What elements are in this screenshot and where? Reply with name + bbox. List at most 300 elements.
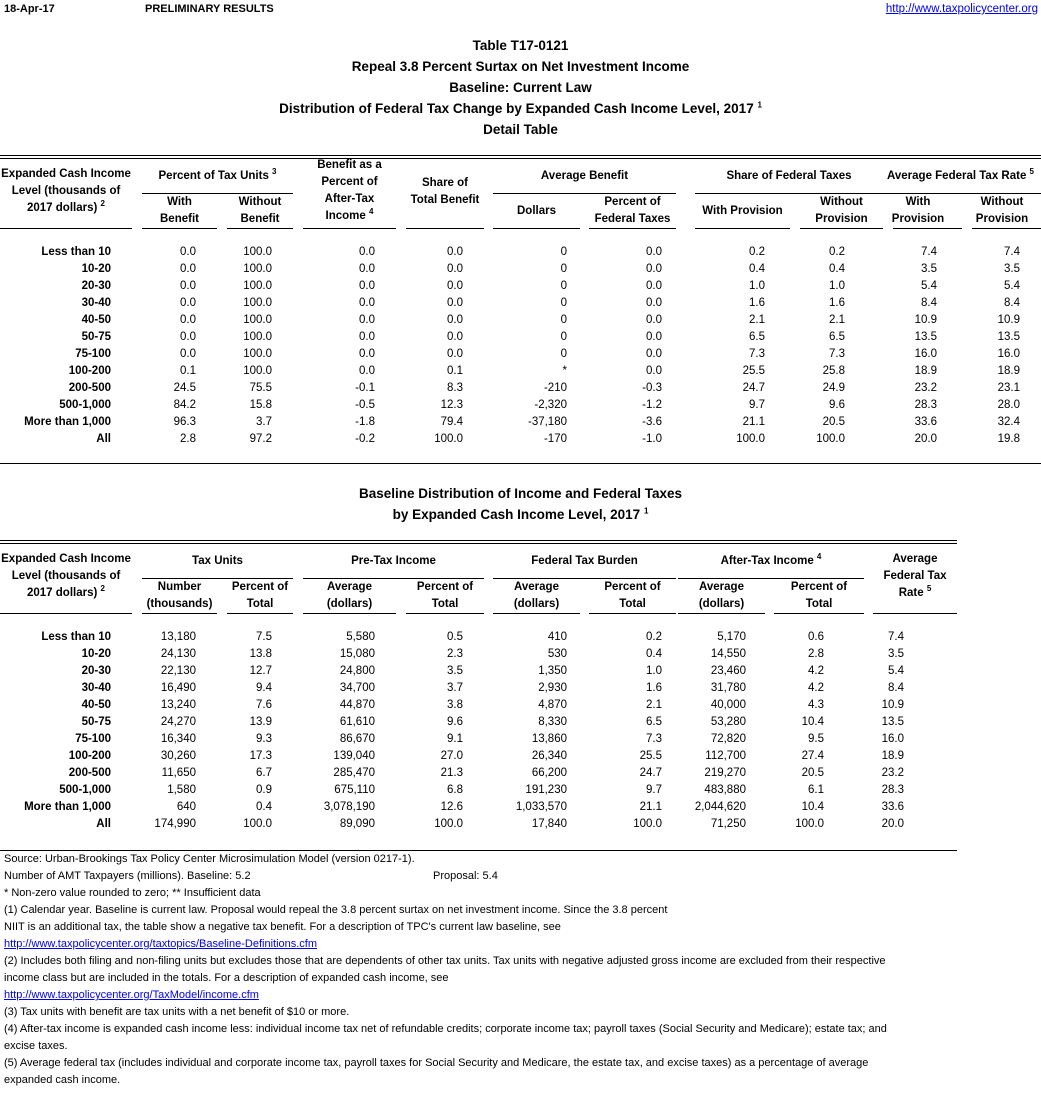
symbols-note: * Non-zero value rounded to zero; ** Insufficient data xyxy=(4,887,261,899)
avg-rate-cell: 3.5 xyxy=(888,648,904,660)
tax-units-number-cell: 13,180 xyxy=(160,631,196,643)
share-total-benefit-cell: 0.1 xyxy=(447,365,463,377)
tax-units-number-cell: 22,130 xyxy=(160,665,196,677)
share-without-provision-cell: 100.0 xyxy=(816,433,845,445)
footnote-3: (3) Tax units with benefit are tax units with a net benefit of $10 or more. xyxy=(4,1006,350,1018)
rate-without-provision-cell: 19.8 xyxy=(997,433,1020,445)
aftertax-pct-cell: 4.2 xyxy=(808,682,824,694)
table-row xyxy=(0,665,1041,682)
without-benefit-cell: 100.0 xyxy=(243,263,272,275)
col-aftertax-pct-header: Percent of Total xyxy=(790,581,848,610)
benefit-pct-ati-cell: 0.0 xyxy=(359,246,375,258)
avg-rate-cell: 10.9 xyxy=(881,699,904,711)
table-row xyxy=(0,382,1041,399)
table-row xyxy=(0,648,1041,665)
tax-units-pct-cell: 12.7 xyxy=(249,665,272,677)
without-benefit-cell: 100.0 xyxy=(243,297,272,309)
share-total-benefit-cell: 0.0 xyxy=(447,314,463,326)
rate-with-provision-cell: 18.9 xyxy=(914,365,937,377)
title-line-4 xyxy=(0,101,1041,116)
share-without-provision-cell: 20.5 xyxy=(822,416,845,428)
header-text: Level (thousands of xyxy=(11,185,121,197)
avg-dollars-cell: -170 xyxy=(543,433,567,445)
report-date: 18-Apr-17 xyxy=(4,3,55,15)
income-level-cell: 100-200 xyxy=(68,750,111,762)
col-units-pct-header: Percent of Total xyxy=(231,581,289,610)
income-level-cell: 500-1,000 xyxy=(59,399,111,411)
pretax-pct-cell: 3.5 xyxy=(447,665,463,677)
col-rule xyxy=(695,228,790,229)
col-aftertax-avg-header: Average (dollars) xyxy=(698,581,745,610)
aftertax-avg-cell: 23,460 xyxy=(710,665,746,677)
avg-rate-cell: 18.9 xyxy=(881,750,904,762)
benefit-pct-ati-cell: -1.8 xyxy=(355,416,375,428)
status-label: PRELIMINARY RESULTS xyxy=(145,3,274,15)
without-benefit-cell: 3.7 xyxy=(256,416,272,428)
burden-pct-cell: 100.0 xyxy=(633,818,662,830)
income-level-cell: 500-1,000 xyxy=(59,784,111,796)
aftertax-avg-cell: 40,000 xyxy=(710,699,746,711)
share-total-benefit-cell: 0.0 xyxy=(447,297,463,309)
tax-units-pct-cell: 7.6 xyxy=(256,699,272,711)
col-rule xyxy=(303,228,396,229)
col-with-benefit-header: With Benefit xyxy=(160,196,199,225)
col-rule xyxy=(493,228,580,229)
share-without-provision-cell: 25.8 xyxy=(822,365,845,377)
footnote-2: (2) Includes both filing and non-filing units but excludes those that are dependents of other tax units. Tax units with negative adjusted gross income are excluded from their respective xyxy=(4,955,886,967)
share-without-provision-cell: 0.4 xyxy=(829,263,845,275)
avg-dollars-cell: 0 xyxy=(560,263,567,275)
col-rule xyxy=(972,228,1041,229)
rate-with-provision-cell: 8.4 xyxy=(921,297,937,309)
without-benefit-cell: 100.0 xyxy=(243,246,272,258)
aftertax-pct-cell: 6.1 xyxy=(808,784,824,796)
income-level-cell: 50-75 xyxy=(81,331,111,343)
avg-rate-cell: 23.2 xyxy=(881,767,904,779)
table2-title-line-1: Baseline Distribution of Income and Federal Taxes xyxy=(358,486,683,501)
aftertax-pct-cell: 0.6 xyxy=(808,631,824,643)
share-total-benefit-cell: 0.0 xyxy=(447,331,463,343)
avg-dollars-cell: 0 xyxy=(560,297,567,309)
table-row xyxy=(0,314,1041,331)
income-level-cell: 30-40 xyxy=(81,297,111,309)
pretax-avg-cell: 34,700 xyxy=(339,682,375,694)
aftertax-avg-cell: 72,820 xyxy=(710,733,746,745)
rate-without-provision-cell: 28.0 xyxy=(997,399,1020,411)
aftertax-pct-cell: 9.5 xyxy=(808,733,824,745)
avg-pct-fed-cell: -1.0 xyxy=(642,433,662,445)
burden-avg-cell: 1,350 xyxy=(538,665,567,677)
tax-units-pct-cell: 7.5 xyxy=(256,631,272,643)
title-line-4-text: Distribution of Federal Tax Change by Expanded Cash Income Level, 2017 xyxy=(279,101,754,116)
col-rule xyxy=(589,228,676,229)
col-rule xyxy=(774,613,864,614)
avg-pct-fed-cell: 0.0 xyxy=(646,314,662,326)
tax-units-pct-cell: 13.9 xyxy=(249,716,272,728)
aftertax-pct-cell: 4.2 xyxy=(808,665,824,677)
with-benefit-cell: 0.0 xyxy=(180,297,196,309)
share-with-provision-cell: 6.5 xyxy=(749,331,765,343)
burden-avg-cell: 191,230 xyxy=(525,784,567,796)
footnote-2-cont: income class but are included in the totals. For a description of expanded cash income, see xyxy=(4,972,449,984)
without-benefit-cell: 100.0 xyxy=(243,314,272,326)
col-income-level-header: Expanded Cash Income Level (thousands of 2017 dollars) $^2$ xyxy=(1,553,131,599)
burden-avg-cell: 4,870 xyxy=(538,699,567,711)
avg-pct-fed-cell: 0.0 xyxy=(646,348,662,360)
with-benefit-cell: 0.0 xyxy=(180,246,196,258)
table-row xyxy=(0,348,1041,365)
with-benefit-cell: 0.0 xyxy=(180,314,196,326)
header-link[interactable]: http://www.taxpolicycenter.org xyxy=(885,3,1038,15)
share-without-provision-cell: 1.6 xyxy=(829,297,845,309)
avg-rate-cell: 7.4 xyxy=(888,631,904,643)
rate-without-provision-cell: 32.4 xyxy=(997,416,1020,428)
aftertax-avg-cell: 219,270 xyxy=(704,767,746,779)
rate-without-provision-cell: 13.5 xyxy=(997,331,1020,343)
with-benefit-cell: 0.0 xyxy=(180,263,196,275)
avg-pct-fed-cell: 0.0 xyxy=(646,280,662,292)
income-level-cell: 10-20 xyxy=(81,648,111,660)
col-income-level-header xyxy=(0,166,132,217)
col-rate-with-header: With Provision xyxy=(891,196,945,225)
avg-pct-fed-cell: -0.3 xyxy=(642,382,662,394)
share-with-provision-cell: 0.4 xyxy=(749,263,765,275)
share-without-provision-cell: 2.1 xyxy=(829,314,845,326)
col-benefit-pct-ati-header: Benefit as a Percent of After-Tax Income $^4$ xyxy=(317,159,382,222)
aftertax-pct-cell: 27.4 xyxy=(801,750,824,762)
benefit-pct-ati-cell: 0.0 xyxy=(359,331,375,343)
tax-units-pct-cell: 6.7 xyxy=(256,767,272,779)
rate-without-provision-cell: 23.1 xyxy=(997,382,1020,394)
group-avg-rate-header: Average Federal Tax Rate $^5$ xyxy=(887,167,1034,182)
share-with-provision-cell: 9.7 xyxy=(749,399,765,411)
burden-pct-cell: 2.1 xyxy=(646,699,662,711)
table-row xyxy=(0,280,1041,297)
benefit-pct-ati-cell: -0.5 xyxy=(355,399,375,411)
burden-avg-cell: 530 xyxy=(547,648,567,660)
title-line-5: Detail Table xyxy=(483,122,558,137)
without-benefit-cell: 100.0 xyxy=(243,331,272,343)
without-benefit-cell: 15.8 xyxy=(249,399,272,411)
title-line-3: Baseline: Current Law xyxy=(449,80,592,95)
with-benefit-cell: 0.0 xyxy=(180,348,196,360)
avg-dollars-cell: 0 xyxy=(560,280,567,292)
footnote-1: (1) Calendar year. Baseline is current law. Proposal would repeal the 3.8 percent surtax on net investment income. Since the 3.8 percent xyxy=(4,904,668,916)
burden-pct-cell: 1.0 xyxy=(646,665,662,677)
table-row xyxy=(0,416,1041,433)
table-row xyxy=(0,750,1041,767)
footnote-5: (5) Average federal tax (includes individual and corporate income tax, payroll taxes for Social Security and Medicare, the estate tax, and excise taxes) as a percentage of average xyxy=(4,1057,869,1069)
col-number-header: Number (thousands) xyxy=(146,581,213,610)
income-level-cell: All xyxy=(96,433,111,445)
col-rule xyxy=(142,613,217,614)
rate-without-provision-cell: 5.4 xyxy=(1004,280,1020,292)
pretax-avg-cell: 285,470 xyxy=(333,767,375,779)
rate-without-provision-cell: 8.4 xyxy=(1004,297,1020,309)
share-with-provision-cell: 2.1 xyxy=(749,314,765,326)
aftertax-avg-cell: 14,550 xyxy=(710,648,746,660)
col-rate-without-header: Without Provision xyxy=(975,196,1029,225)
burden-avg-cell: 26,340 xyxy=(531,750,567,762)
aftertax-avg-cell: 53,280 xyxy=(710,716,746,728)
rate-with-provision-cell: 3.5 xyxy=(921,263,937,275)
header-text: Expanded Cash Income xyxy=(1,168,131,180)
with-benefit-cell: 0.0 xyxy=(180,331,196,343)
without-benefit-cell: 97.2 xyxy=(249,433,272,445)
tax-units-number-cell: 11,650 xyxy=(161,767,196,779)
avg-rate-cell: 5.4 xyxy=(888,665,904,677)
share-with-provision-cell: 1.6 xyxy=(749,297,765,309)
tax-units-pct-cell: 13.8 xyxy=(249,648,272,660)
tax-units-pct-cell: 9.4 xyxy=(256,682,272,694)
table-bottom-rule xyxy=(0,463,1041,464)
share-with-provision-cell: 25.5 xyxy=(742,365,765,377)
share-without-provision-cell: 24.9 xyxy=(822,382,845,394)
pretax-avg-cell: 15,080 xyxy=(339,648,375,660)
table-row xyxy=(0,399,1041,416)
footnote-5-cont: expanded cash income. xyxy=(4,1074,121,1086)
benefit-pct-ati-cell: 0.0 xyxy=(359,263,375,275)
table2-title-line-2: by Expanded Cash Income Level, 2017 $^1$ xyxy=(392,506,649,522)
tax-units-number-cell: 16,490 xyxy=(160,682,196,694)
pretax-pct-cell: 2.3 xyxy=(447,648,463,660)
income-level-cell: Less than 10 xyxy=(41,246,111,258)
income-level-cell: Less than 10 xyxy=(41,631,111,643)
pretax-avg-cell: 89,090 xyxy=(339,818,375,830)
share-with-provision-cell: 7.3 xyxy=(749,348,765,360)
col-avg-rate-header: Average Federal Tax Rate $^5$ xyxy=(883,553,947,599)
table-row xyxy=(0,331,1041,348)
pretax-pct-cell: 3.7 xyxy=(447,682,463,694)
aftertax-pct-cell: 10.4 xyxy=(801,801,824,813)
rate-with-provision-cell: 10.9 xyxy=(914,314,937,326)
col-rule xyxy=(142,228,217,229)
col-rule xyxy=(589,613,676,614)
pretax-pct-cell: 27.0 xyxy=(440,750,463,762)
tax-units-pct-cell: 17.3 xyxy=(249,750,272,762)
aftertax-avg-cell: 71,250 xyxy=(710,818,746,830)
burden-avg-cell: 1,033,570 xyxy=(515,801,567,813)
share-with-provision-cell: 0.2 xyxy=(749,246,765,258)
col-pct-fed-taxes-header: Percent of Federal Taxes xyxy=(594,196,671,225)
col-rule xyxy=(406,613,484,614)
aftertax-avg-cell: 31,780 xyxy=(710,682,746,694)
table-row xyxy=(0,818,1041,835)
table-row xyxy=(0,801,1041,818)
burden-avg-cell: 410 xyxy=(547,631,567,643)
avg-dollars-cell: -2,320 xyxy=(534,399,567,411)
group-share-fed-taxes-header: Share of Federal Taxes xyxy=(726,170,852,182)
aftertax-avg-cell: 112,700 xyxy=(705,750,746,762)
avg-rate-cell: 13.5 xyxy=(881,716,904,728)
group-fed-burden-header: Federal Tax Burden xyxy=(531,555,638,567)
col-burden-avg-header: Average (dollars) xyxy=(513,581,560,610)
burden-pct-cell: 0.4 xyxy=(646,648,662,660)
table-top-rule xyxy=(0,155,1041,159)
avg-rate-cell: 8.4 xyxy=(888,682,904,694)
share-total-benefit-cell: 0.0 xyxy=(447,348,463,360)
share-total-benefit-cell: 12.3 xyxy=(440,399,463,411)
rate-with-provision-cell: 16.0 xyxy=(914,348,937,360)
table-row xyxy=(0,716,1041,733)
burden-pct-cell: 1.6 xyxy=(646,682,662,694)
without-benefit-cell: 75.5 xyxy=(249,382,272,394)
table-row xyxy=(0,246,1041,263)
avg-dollars-cell: 0 xyxy=(560,246,567,258)
footnote-4: (4) After-tax income is expanded cash income less: individual income tax net of refundable credits; corporate income tax; payroll taxes (Social Security and Medicare); estate tax; and xyxy=(4,1023,887,1035)
col-without-benefit-header: Without Benefit xyxy=(238,196,282,225)
col-burden-pct-header: Percent of Total xyxy=(604,581,661,610)
table-row xyxy=(0,365,1041,382)
pretax-avg-cell: 139,040 xyxy=(333,750,375,762)
avg-rate-cell: 28.3 xyxy=(881,784,904,796)
footnote-1-cont: NIIT is an additional tax, the table show a negative tax benefit. For a description of TPC's current law baseline, see xyxy=(4,921,561,933)
share-with-provision-cell: 100.0 xyxy=(736,433,765,445)
col-rule xyxy=(493,613,580,614)
with-benefit-cell: 84.2 xyxy=(173,399,196,411)
burden-pct-cell: 7.3 xyxy=(646,733,662,745)
col-share-without-provision-header: Without Provision xyxy=(815,196,868,225)
share-without-provision-cell: 1.0 xyxy=(829,280,845,292)
footnote-4-cont: excise taxes. xyxy=(4,1040,68,1052)
rate-with-provision-cell: 20.0 xyxy=(914,433,937,445)
aftertax-pct-cell: 10.4 xyxy=(801,716,824,728)
group-avg-benefit-header: Average Benefit xyxy=(540,170,629,182)
table-row xyxy=(0,433,1041,450)
title-line-2: Repeal 3.8 Percent Surtax on Net Investment Income xyxy=(351,59,690,74)
pretax-pct-cell: 100.0 xyxy=(434,818,463,830)
share-total-benefit-cell: 0.0 xyxy=(447,263,463,275)
col-rule xyxy=(227,228,293,229)
rate-with-provision-cell: 5.4 xyxy=(921,280,937,292)
income-level-cell: 40-50 xyxy=(81,699,111,711)
col-rule xyxy=(303,613,396,614)
col-share-total-benefit-header: Share of Total Benefit xyxy=(410,177,480,206)
income-level-cell: 20-30 xyxy=(81,280,111,292)
col-rule xyxy=(678,613,765,614)
avg-pct-fed-cell: -3.6 xyxy=(642,416,662,428)
avg-pct-fed-cell: 0.0 xyxy=(646,246,662,258)
burden-avg-cell: 2,930 xyxy=(538,682,567,694)
income-definition-link[interactable]: http://www.taxpolicycenter.org/TaxModel/income.cfm xyxy=(4,989,259,1001)
avg-rate-cell: 33.6 xyxy=(881,801,904,813)
table-row xyxy=(0,767,1041,784)
share-without-provision-cell: 6.5 xyxy=(829,331,845,343)
rate-without-provision-cell: 7.4 xyxy=(1004,246,1020,258)
benefit-pct-ati-cell: 0.0 xyxy=(359,280,375,292)
table-row xyxy=(0,784,1041,801)
share-total-benefit-cell: 0.0 xyxy=(447,280,463,292)
pretax-avg-cell: 44,870 xyxy=(339,699,375,711)
amt-proposal: Proposal: 5.4 xyxy=(433,870,498,882)
tax-units-number-cell: 1,580 xyxy=(167,784,196,796)
pretax-pct-cell: 9.6 xyxy=(447,716,463,728)
aftertax-avg-cell: 483,880 xyxy=(704,784,746,796)
col-dollars-header: Dollars xyxy=(517,205,556,217)
rate-without-provision-cell: 3.5 xyxy=(1004,263,1020,275)
col-rule xyxy=(0,228,132,229)
income-level-cell: 75-100 xyxy=(75,348,111,360)
tax-units-number-cell: 30,260 xyxy=(160,750,196,762)
income-level-cell: 50-75 xyxy=(81,716,111,728)
pretax-pct-cell: 3.8 xyxy=(447,699,463,711)
col-rule xyxy=(893,228,962,229)
share-without-provision-cell: 7.3 xyxy=(829,348,845,360)
burden-pct-cell: 24.7 xyxy=(639,767,662,779)
with-benefit-cell: 2.8 xyxy=(180,433,196,445)
benefit-pct-ati-cell: 0.0 xyxy=(359,348,375,360)
avg-pct-fed-cell: 0.0 xyxy=(646,297,662,309)
pretax-avg-cell: 5,580 xyxy=(346,631,375,643)
group-after-tax-header: After-Tax Income $^4$ xyxy=(720,552,822,567)
benefit-pct-ati-cell: 0.0 xyxy=(359,314,375,326)
with-benefit-cell: 24.5 xyxy=(173,382,196,394)
col-rule xyxy=(873,613,957,614)
col-rule xyxy=(800,228,883,229)
burden-avg-cell: 13,860 xyxy=(531,733,567,745)
income-level-cell: More than 1,000 xyxy=(24,801,111,813)
avg-dollars-cell: -37,180 xyxy=(527,416,567,428)
aftertax-pct-cell: 4.3 xyxy=(808,699,824,711)
rate-with-provision-cell: 13.5 xyxy=(914,331,937,343)
tax-units-number-cell: 24,130 xyxy=(160,648,196,660)
aftertax-avg-cell: 5,170 xyxy=(717,631,746,643)
share-without-provision-cell: 0.2 xyxy=(829,246,845,258)
col-rule xyxy=(0,613,132,614)
income-level-cell: 200-500 xyxy=(68,382,111,394)
pretax-avg-cell: 86,670 xyxy=(339,733,375,745)
group-pct-tax-units-header: Percent of Tax Units $^3$ xyxy=(158,167,277,182)
income-level-cell: 10-20 xyxy=(81,263,111,275)
rate-with-provision-cell: 33.6 xyxy=(914,416,937,428)
pretax-avg-cell: 24,800 xyxy=(339,665,375,677)
benefit-pct-ati-cell: -0.2 xyxy=(355,433,375,445)
burden-avg-cell: 17,840 xyxy=(531,818,567,830)
pretax-avg-cell: 3,078,190 xyxy=(323,801,375,813)
col-pretax-avg-header: Average (dollars) xyxy=(326,581,373,610)
avg-dollars-cell: 0 xyxy=(560,314,567,326)
income-level-cell: 200-500 xyxy=(68,767,111,779)
source-note: Source: Urban-Brookings Tax Policy Center Microsimulation Model (version 0217-1). xyxy=(4,853,415,865)
group-tax-units-header: Tax Units xyxy=(192,555,243,567)
with-benefit-cell: 96.3 xyxy=(173,416,196,428)
col-rule xyxy=(227,613,293,614)
rate-with-provision-cell: 7.4 xyxy=(921,246,937,258)
share-total-benefit-cell: 79.4 xyxy=(440,416,463,428)
pretax-pct-cell: 6.8 xyxy=(447,784,463,796)
baseline-definitions-link[interactable]: http://www.taxpolicycenter.org/taxtopics/Baseline-Definitions.cfm xyxy=(4,938,318,950)
burden-avg-cell: 8,330 xyxy=(538,716,567,728)
avg-pct-fed-cell: 0.0 xyxy=(646,331,662,343)
rate-with-provision-cell: 23.2 xyxy=(914,382,937,394)
benefit-pct-ati-cell: 0.0 xyxy=(359,365,375,377)
avg-dollars-cell: * xyxy=(562,365,567,377)
col-share-with-provision-header: With Provision xyxy=(702,205,783,217)
burden-pct-cell: 25.5 xyxy=(639,750,662,762)
burden-avg-cell: 66,200 xyxy=(531,767,567,779)
avg-dollars-cell: 0 xyxy=(560,348,567,360)
aftertax-pct-cell: 2.8 xyxy=(808,648,824,660)
share-with-provision-cell: 21.1 xyxy=(742,416,765,428)
avg-pct-fed-cell: -1.2 xyxy=(642,399,662,411)
burden-pct-cell: 6.5 xyxy=(646,716,662,728)
tax-units-pct-cell: 100.0 xyxy=(243,818,272,830)
pretax-avg-cell: 61,610 xyxy=(339,716,375,728)
footnote-ref: 1 xyxy=(757,100,762,110)
with-benefit-cell: 0.1 xyxy=(180,365,196,377)
aftertax-avg-cell: 2,044,620 xyxy=(694,801,746,813)
tax-units-number-cell: 16,340 xyxy=(160,733,196,745)
